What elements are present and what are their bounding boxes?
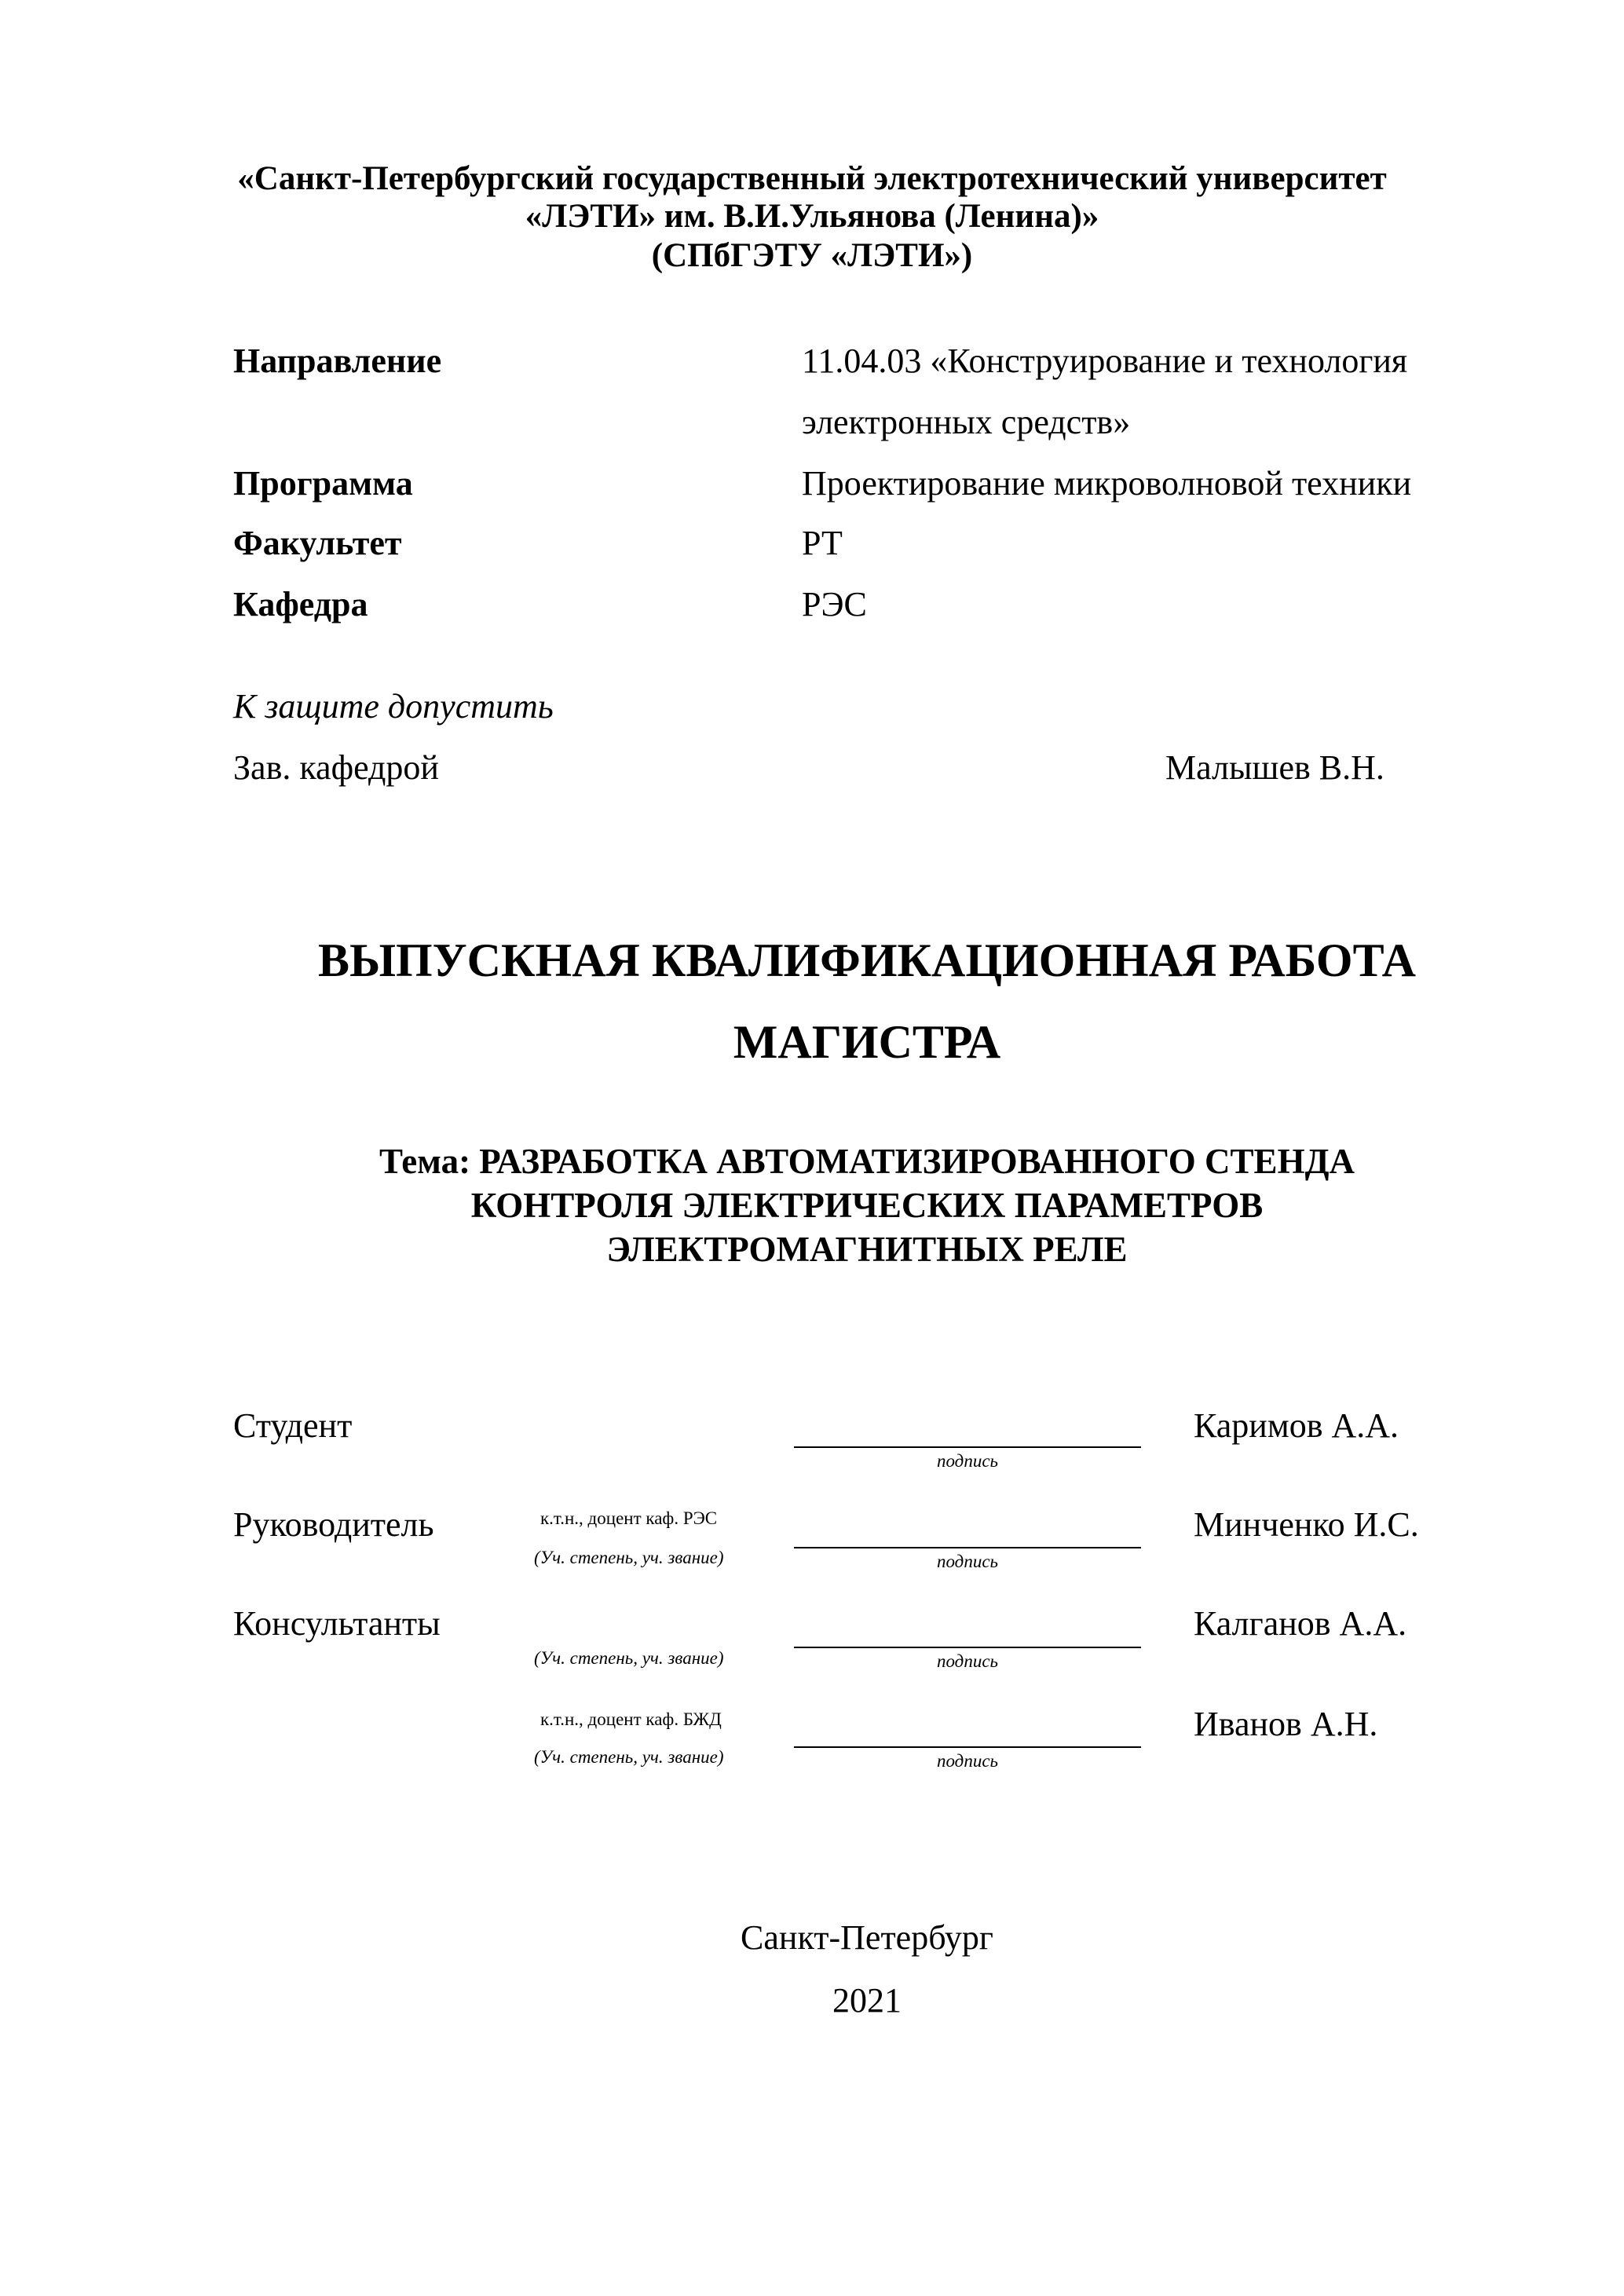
head-of-department-name: Малышев В.Н.	[1165, 748, 1384, 787]
department-value: РЭС	[802, 585, 867, 623]
student-label: Студент	[233, 1406, 353, 1445]
direction-value-line2: электронных средств»	[802, 403, 1131, 441]
program-value: Проектирование микроволновой техники	[802, 464, 1412, 503]
consultant1-degree-caption: (Уч. степень, уч. звание)	[534, 1648, 724, 1668]
university-abbreviation: (СПбГЭТУ «ЛЭТИ»)	[651, 237, 973, 274]
supervisor-degree: к.т.н., доцент каф. РЭС	[540, 1508, 718, 1528]
consultant2-name: Иванов А.Н.	[1194, 1705, 1378, 1743]
student-name: Каримов А.А.	[1194, 1406, 1399, 1445]
city: Санкт-Петербург	[741, 1918, 993, 1957]
head-of-department-label: Зав. кафедрой	[233, 748, 439, 787]
consultant1-signature-line	[794, 1647, 1141, 1648]
program-label: Программа	[233, 464, 413, 503]
document-title-line1: ВЫПУСКНАЯ КВАЛИФИКАЦИОННАЯ РАБОТА	[318, 934, 1416, 986]
consultant2-signature-line	[794, 1746, 1141, 1748]
supervisor-signature-caption: подпись	[936, 1552, 998, 1571]
document-title-line2: МАГИСТРА	[733, 1016, 1001, 1068]
faculty-label: Факультет	[233, 524, 402, 562]
admit-to-defense: К защите допустить	[233, 687, 554, 726]
theme-line1: Тема: РАЗРАБОТКА АВТОМАТИЗИРОВАННОГО СТЕНДА	[379, 1142, 1355, 1181]
consultant1-name: Калганов А.А.	[1194, 1604, 1407, 1643]
department-label: Кафедра	[233, 585, 368, 623]
year: 2021	[832, 1981, 902, 2020]
direction-label: Направление	[233, 342, 442, 380]
university-name-line2: «ЛЭТИ» им. В.И.Ульянова (Ленина)»	[525, 198, 1099, 235]
theme-line2: КОНТРОЛЯ ЭЛЕКТРИЧЕСКИХ ПАРАМЕТРОВ	[470, 1186, 1264, 1225]
consultant2-degree: к.т.н., доцент каф. БЖД	[540, 1709, 722, 1729]
supervisor-degree-caption: (Уч. степень, уч. звание)	[534, 1548, 724, 1567]
direction-value-line1: 11.04.03 «Конструирование и технология	[802, 342, 1408, 380]
consultant1-signature-caption: подпись	[936, 1651, 998, 1671]
supervisor-signature-line	[794, 1547, 1141, 1548]
consultants-label: Консультанты	[233, 1604, 441, 1643]
student-signature-line	[794, 1446, 1141, 1448]
consultant2-degree-caption: (Уч. степень, уч. звание)	[534, 1747, 724, 1767]
university-name-line1: «Санкт-Петербургский государственный электротехнический университет	[237, 160, 1387, 197]
faculty-value: РТ	[802, 524, 843, 562]
supervisor-name: Минченко И.С.	[1194, 1505, 1419, 1544]
supervisor-label: Руководитель	[233, 1505, 434, 1544]
theme-line3: ЭЛЕКТРОМАГНИТНЫХ РЕЛЕ	[606, 1230, 1128, 1269]
consultant2-signature-caption: подпись	[936, 1751, 998, 1771]
student-signature-caption: подпись	[936, 1451, 998, 1471]
